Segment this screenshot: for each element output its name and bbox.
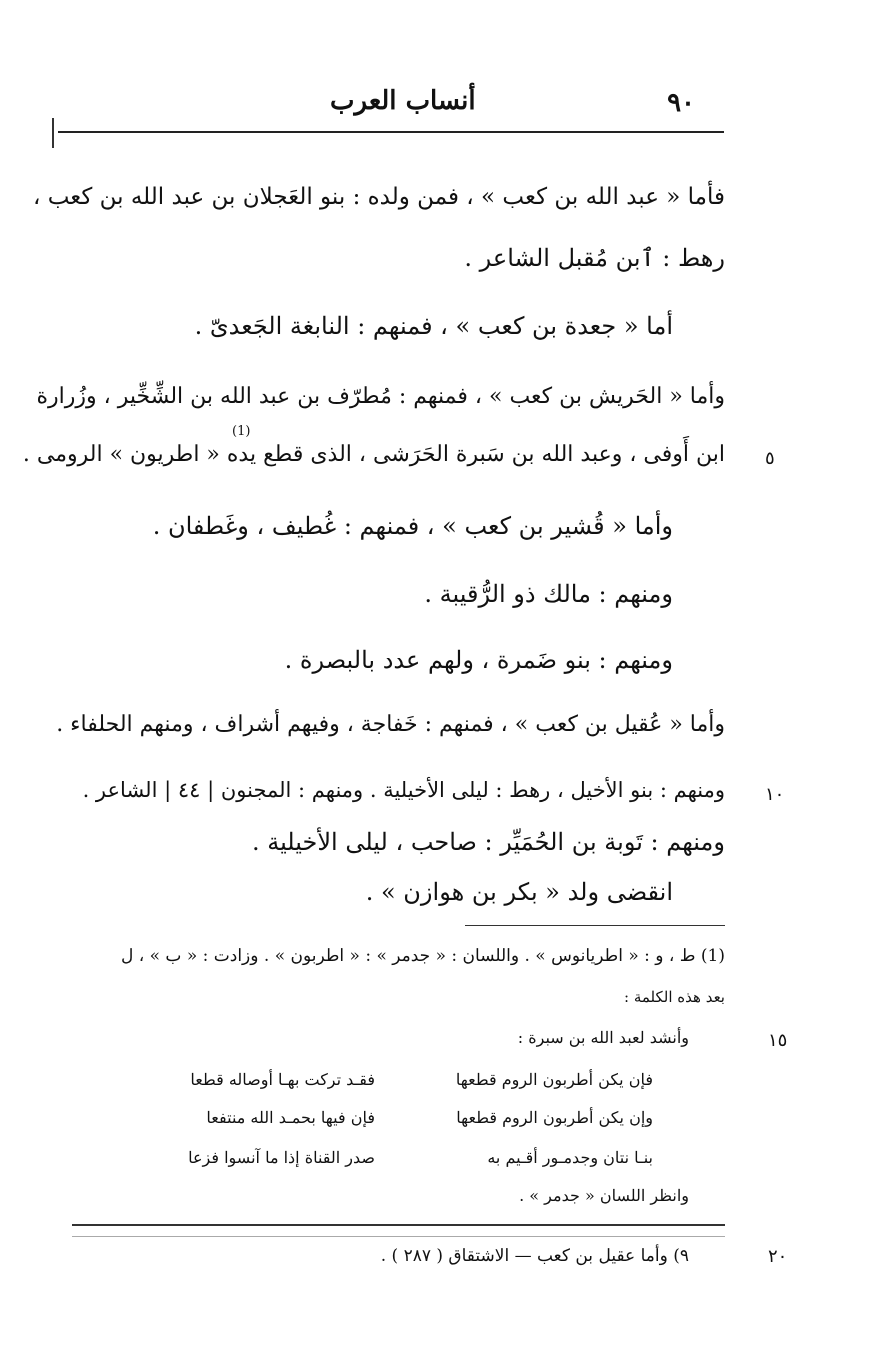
line-number-15: ١٥ xyxy=(768,1030,788,1051)
running-title: أنساب العرب xyxy=(330,86,476,116)
footnote-1-line-2: بعد هذه الكلمة : xyxy=(624,988,725,1006)
line-number-10: ١٠ xyxy=(765,784,785,805)
footnote-1-line-1: (1) ط ، و : « اطريانوس » . واللسان : « جدمر » : « اطربون » . وزادت : « ب » ، ل xyxy=(120,946,725,966)
body-line-11: ومنهم : تَوبة بن الحُمَيِّر : صاحب ، ليلى الأخيلية . xyxy=(251,828,725,856)
bottom-rule-secondary xyxy=(72,1236,725,1237)
verse-3-right: بنـا نتان وجدمـور أقـيم به xyxy=(487,1148,653,1167)
verse-1-left: فقـد تركت بهـا أوصاله قطعا xyxy=(190,1070,375,1089)
body-line-1: فأما « عبد الله بن كعب » ، فمن ولده : بنو العَجلان بن عبد الله بن كعب ، xyxy=(32,184,725,210)
body-line-3: أما « جعدة بن كعب » ، فمنهم : النابغة الجَعدىّ . xyxy=(194,312,673,340)
footnote-1-last-line: وانظر اللسان « جدمر » . xyxy=(519,1186,689,1205)
body-line-6: وأما « قُشير بن كعب » ، فمنهم : غُطيف ، وغَطفان . xyxy=(152,512,673,540)
body-line-4: وأما « الحَريش بن كعب » ، فمنهم : مُطرّف بن عبد الله بن الشِّخِّير ، وزُرارة xyxy=(36,384,725,409)
body-line-8: ومنهم : بنو ضَمرة ، ولهم عدد بالبصرة . xyxy=(284,646,673,674)
verse-2-right: وإن يكن أطربون الروم قطعها xyxy=(456,1108,653,1127)
footnote-1-line-3: وأنشد لعبد الله بن سبرة : xyxy=(517,1028,689,1047)
verse-3-left: صدر القناة إذا ما آنسوا فزعا xyxy=(188,1148,375,1167)
margin-bar xyxy=(52,118,54,148)
body-line-7: ومنهم : مالك ذو الرُّقيبة . xyxy=(424,580,673,608)
bottom-note: ٩) وأما عقيل بن كعب — الاشتقاق ( ٢٨٧ ) . xyxy=(380,1246,689,1266)
body-line-10: ومنهم : بنو الأخيل ، رهط : ليلى الأخيلية . ومنهم : المجنون | ٤٤ | الشاعر . xyxy=(82,778,725,802)
body-line-12: انقضى ولد « بكر بن هوازن » . xyxy=(365,878,673,906)
bottom-rule xyxy=(72,1224,725,1226)
verse-2-left: فإن فيها بحمـد الله منتفعا xyxy=(206,1108,375,1127)
line-number-20: ٢٠ xyxy=(768,1246,788,1267)
footnote-rule xyxy=(465,925,725,926)
line-number-5: ٥ xyxy=(765,448,775,469)
body-line-5: ابن أَوفى ، وعبد الله بن سَبرة الحَرَشى ، الذى قطع يده « اطريون » الرومى . xyxy=(22,442,725,467)
body-line-9: وأما « عُقيل بن كعب » ، فمنهم : خَفاجة ، وفيهم أشراف ، ومنهم الحلفاء . xyxy=(56,712,725,737)
header-rule xyxy=(58,131,724,133)
page-number: ٩٠ xyxy=(667,88,695,118)
footnote-marker: (1) xyxy=(232,424,251,439)
verse-1-right: فإن يكن أطربون الروم قطعها xyxy=(455,1070,653,1089)
body-line-2: رهط : ٱبن مُقبل الشاعر . xyxy=(464,244,725,272)
